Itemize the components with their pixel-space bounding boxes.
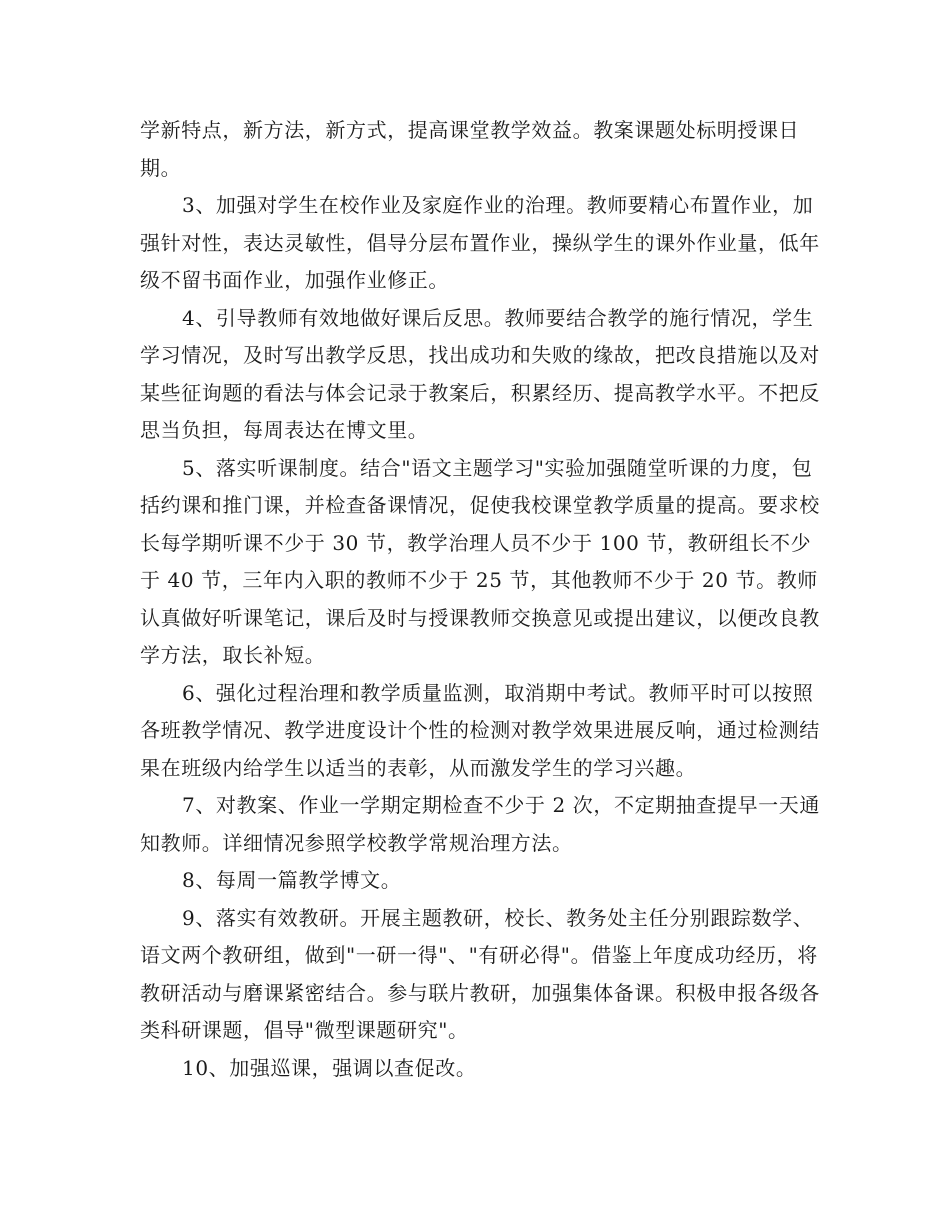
paragraph-item-3: 3、加强对学生在校作业及家庭作业的治理。教师要精心布置作业，加强针对性，表达灵敏性，倡导分层布置作业，操纵学生的课外作业量，低年级不留书面作业，加强作业修正。 — [140, 193, 820, 292]
paragraph-item-10: 10、加强巡课，强调以查促改。 — [182, 1055, 477, 1080]
paragraph-item-9: 9、落实有效教研。开展主题教研，校长、教务处主任分别跟踪数学、语文两个教研组，做到"一研一得"、"有研必得"。借鉴上年度成功经历，将教研活动与磨课紧密结合。参与联片教研，加强集体备课。积极申报各级各类科研课题，倡导"微型课题研究"。 — [140, 905, 820, 1042]
paragraph-item-5: 5、落实听课制度。结合"语文主题学习"实验加强随堂听课的力度，包括约课和推门课，并检查备课情况，促使我校课堂教学质量的提高。要求校长每学期听课不少于 30 节，教学治理人员不少于 100 节，教研组长不少于 40 节，三年内入职的教师不少于 25 节，其他教师不少于 20 节。教师认真做好听课笔记，课后及时与授课教师交换意见或提出建议，以便改良教学方法，取长补短。 — [140, 455, 820, 667]
paragraph-item-6: 6、强化过程治理和教学质量监测，取消期中考试。教师平时可以按照各班教学情况、教学进度设计个性的检测对教学效果进展反响，通过检测结果在班级内给学生以适当的表彰，从而激发学生的学习兴趣。 — [140, 680, 820, 780]
paragraph-continuation: 学新特点，新方法，新方式，提高课堂教学效益。教案课题处标明授课日期。 — [140, 118, 800, 180]
document-body — [140, 112, 830, 1087]
paragraph-item-4: 4、引导教师有效地做好课后反思。教师要结合教学的施行情况，学生学习情况，及时写出教学反思，找出成功和失败的缘故，把改良措施以及对某些征询题的看法与体会记录于教案后，积累经历、提高教学水平。不把反思当负担，每周表达在博文里。 — [140, 305, 820, 442]
paragraph-item-7: 7、对教案、作业一学期定期检查不少于 2 次，不定期抽查提早一天通知教师。详细情况参照学校教学常规治理方法。 — [140, 793, 820, 855]
paragraph-item-8: 8、每周一篇教学博文。 — [182, 868, 402, 892]
